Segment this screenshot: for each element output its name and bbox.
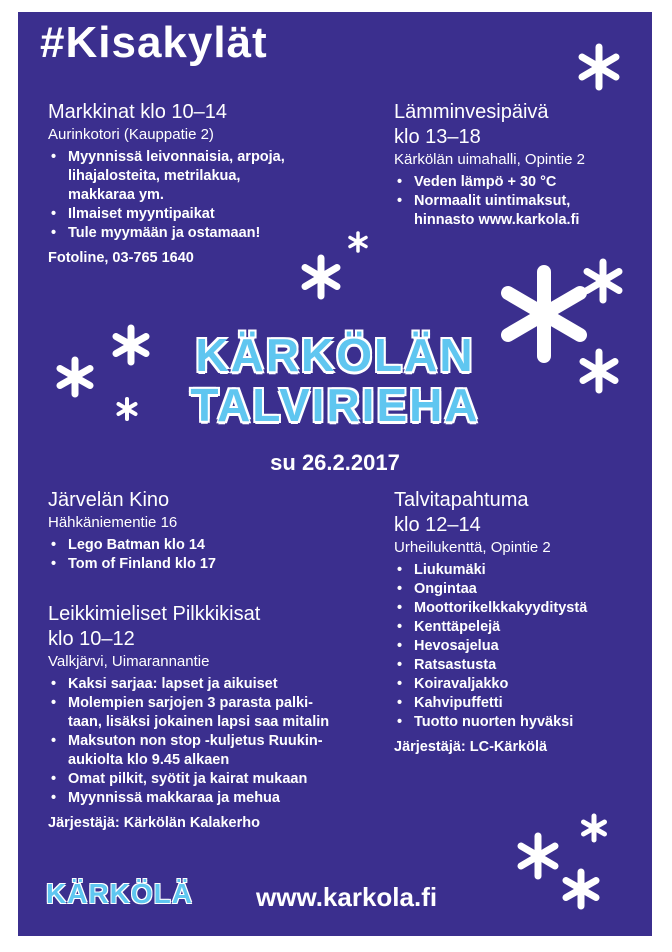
list-item: • Kenttäpelejä (394, 618, 644, 637)
fishing-list (48, 675, 388, 808)
market-list (48, 148, 348, 243)
swim-location: Kärkölän uimahalli, Opintie 2 (394, 151, 585, 168)
winter-list (394, 561, 644, 732)
swim-section (394, 100, 644, 236)
snowflake-icon (108, 322, 154, 368)
kino-section (48, 488, 348, 580)
winter-heading: Talvitapahtuma (394, 489, 529, 511)
list-item: • Kahvipuffetti (394, 694, 644, 713)
snowflake-icon (574, 346, 624, 396)
winter-time: klo 12–14 (394, 514, 481, 536)
website-link[interactable]: www.karkola.fi (256, 882, 438, 912)
list-item-continued: lihajalosteita, metrilakua, (68, 168, 241, 184)
event-poster (18, 12, 652, 936)
list-item: • Tuotto nuorten hyväksi (394, 713, 644, 732)
list-item-continued: makkaraa ym. (68, 187, 164, 203)
market-contact: Fotoline, 03-765 1640 (48, 250, 194, 266)
list-item: • Normaalit uintimaksut, (394, 192, 644, 211)
list-item: • Maksuton non stop -kuljetus Ruukin- (48, 732, 388, 751)
list-item: • Myynnissä makkaraa ja mehua (48, 789, 388, 808)
snowflake-icon (574, 42, 624, 92)
kino-list (48, 536, 348, 574)
fishing-location: Valkjärvi, Uimarannantie (48, 653, 210, 670)
list-item: • Kaksi sarjaa: lapset ja aikuiset (48, 675, 388, 694)
list-item: • Myynnissä leivonnaisia, arpoja, (48, 148, 348, 167)
list-item: • Tom of Finland klo 17 (48, 555, 348, 574)
fishing-section (48, 602, 388, 833)
list-item: • Hevosajelua (394, 637, 644, 656)
winter-organizer: Järjestäjä: LC-Kärkölä (394, 739, 548, 755)
list-item-continued: taan, lisäksi jokainen lapsi saa mitalin (68, 714, 330, 730)
list-item: • Ilmaiset myyntipaikat (48, 205, 348, 224)
list-item: • Ongintaa (394, 580, 644, 599)
kino-location: Hähkäniementie 16 (48, 514, 178, 531)
kino-heading: Järvelän Kino (48, 489, 170, 511)
list-item: • Veden lämpö + 30 °C (394, 173, 644, 192)
swim-time: klo 13–18 (394, 126, 481, 148)
title-line-2: TALVIRIEHA (190, 379, 480, 431)
event-date: su 26.2.2017 (270, 450, 400, 475)
list-item: • Lego Batman klo 14 (48, 536, 348, 555)
snowflake-icon (346, 230, 370, 254)
swim-list (394, 173, 644, 230)
list-item: • Koiravaljakko (394, 675, 644, 694)
snowflake-icon (578, 812, 610, 844)
snowflake-icon (52, 354, 98, 400)
winter-location: Urheilukenttä, Opintie 2 (394, 539, 551, 556)
list-item-continued: aukiolta klo 9.45 alkaen (68, 752, 230, 768)
hashtag-title: #Kisakylät (40, 18, 268, 67)
snowflake-icon (512, 830, 564, 882)
market-heading: Markkinat klo 10–14 (48, 101, 227, 123)
fishing-organizer: Järjestäjä: Kärkölän Kalakerho (48, 815, 260, 831)
fishing-time: klo 10–12 (48, 628, 135, 650)
list-item: • Molempien sarjojen 3 parasta palki- (48, 694, 388, 713)
snowflake-icon (296, 252, 346, 302)
snowflake-icon (558, 866, 604, 912)
karkola-logo: KÄRKÖLÄ (46, 878, 193, 909)
title-line-1: KÄRKÖLÄN (195, 329, 475, 381)
swim-heading: Lämminvesipäivä (394, 101, 549, 123)
list-item: • Omat pilkit, syötit ja kairat mukaan (48, 770, 388, 789)
list-item: • Moottorikelkkakyyditystä (394, 599, 644, 618)
list-item: • Liukumäki (394, 561, 644, 580)
winter-section (394, 488, 644, 757)
fishing-heading: Leikkimieliset Pilkkikisat (48, 603, 261, 625)
market-location: Aurinkotori (Kauppatie 2) (48, 126, 214, 143)
snowflake-icon (114, 396, 140, 422)
list-item: • Ratsastusta (394, 656, 644, 675)
snowflake-icon (578, 256, 628, 306)
list-item: • Tule myymään ja ostamaan! (48, 224, 348, 243)
list-item-continued: hinnasto www.karkola.fi (414, 212, 580, 228)
market-section (48, 100, 348, 268)
